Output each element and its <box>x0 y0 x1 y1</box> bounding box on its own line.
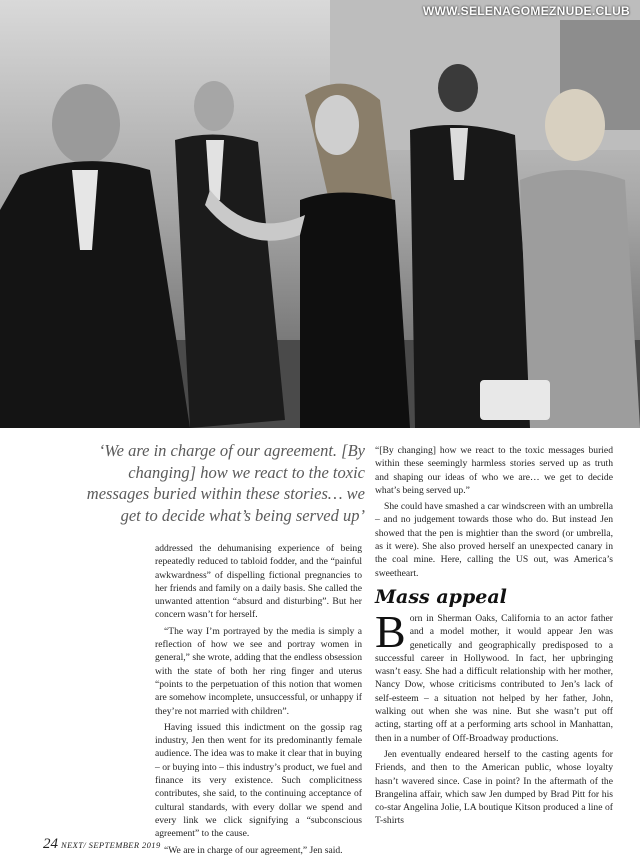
body-paragraph: addressed the dehumanising experience of being repeatedly reduced to tabloid fodder, and the “painful awkwardness” of dispelling fictional pregnancies to her friends and family on a daily basis. She called the unwanted attention “absurd and disturbing”. But her concern wasn’t for herself. <box>155 543 362 621</box>
right-column <box>375 444 613 831</box>
body-paragraph-text: orn in Sherman Oaks, California to an actor father and a model mother, it would appear Jen was genetically and geographically predisposed to a successful career in Hollywood. In fact, her upbringing wasn’t easy. She had a difficult relationship with her mother, Nancy Dow, whose criticisms contributed to Jen’s lack of self-esteem – a situation not helped by her father, John, walking out when she was nine. But she wasn’t put off acting, starting off at a performing arts school in Manhattan, then in a number of Off-Broadway productions. <box>375 612 613 744</box>
body-paragraph: “We are in charge of our agreement,” Jen said. <box>164 844 343 856</box>
magazine-issue: NEXT/ SEPTEMBER 2019 <box>61 840 161 850</box>
section-heading: Mass appeal <box>375 585 507 608</box>
body-paragraph: Having issued this indictment on the gossip rag industry, Jen then went for its predominantly female audience. The idea was to make it clear that in buying – or buying into – this industry’s product, we fuel and finance its very existence. Such complicitness contributes, she said, to the continuing acceptance of cultural standards, with every dollar we spend and every link we click signifying a “subconscious agreement” to the cause. <box>155 721 362 840</box>
hero-photo <box>0 0 640 428</box>
body-paragraph: “The way I’m portrayed by the media is simply a reflection of how we see and portray women in general,” she wrote, adding that the endless obsession with the state of both her ring finger and uterus “points to the perpetuation of this notion that women are somehow incomplete, unsuccessful, or unhappy if they’re not married with children”. <box>155 625 362 717</box>
watermark-text: WWW.SELENAGOMEZNUDE.CLUB <box>422 4 630 18</box>
body-paragraph: “[By changing] how we react to the toxic messages buried within these seemingly harmless stories served up as truth and shaping our ideas of who we are… we get to decide what’s being served up.” <box>375 445 613 496</box>
body-paragraph: She could have smashed a car windscreen with an umbrella – and no judgement towards those who do. But instead Jen showed that the pen is mightier than the sword (or umbrella, as it were). She also proved herself an unexpected canary in the coal mine. Here, calling the US out, was America’s sweetheart. <box>375 501 613 579</box>
body-paragraph-with-dropcap <box>375 605 613 745</box>
left-column <box>155 542 362 860</box>
page-number: 24 <box>43 836 58 852</box>
pull-quote: ‘We are in charge of our agreement. [By changing] how we react to the toxic messages buried within these stories… we get to decide what’s being served up’ <box>86 441 365 525</box>
body-paragraph: Jen eventually endeared herself to the casting agents for Friends, and then to the American public, whose loyalty hasn’t wavered since. Case in point? In the aftermath of the Brangelina affair, which saw Jen dumped by Brad Pitt for his co-star Angelina Jolie, LA boutique Kitson produced a line of T-shirts <box>375 748 613 827</box>
drop-cap: B <box>375 605 406 657</box>
page-footer <box>43 836 161 853</box>
